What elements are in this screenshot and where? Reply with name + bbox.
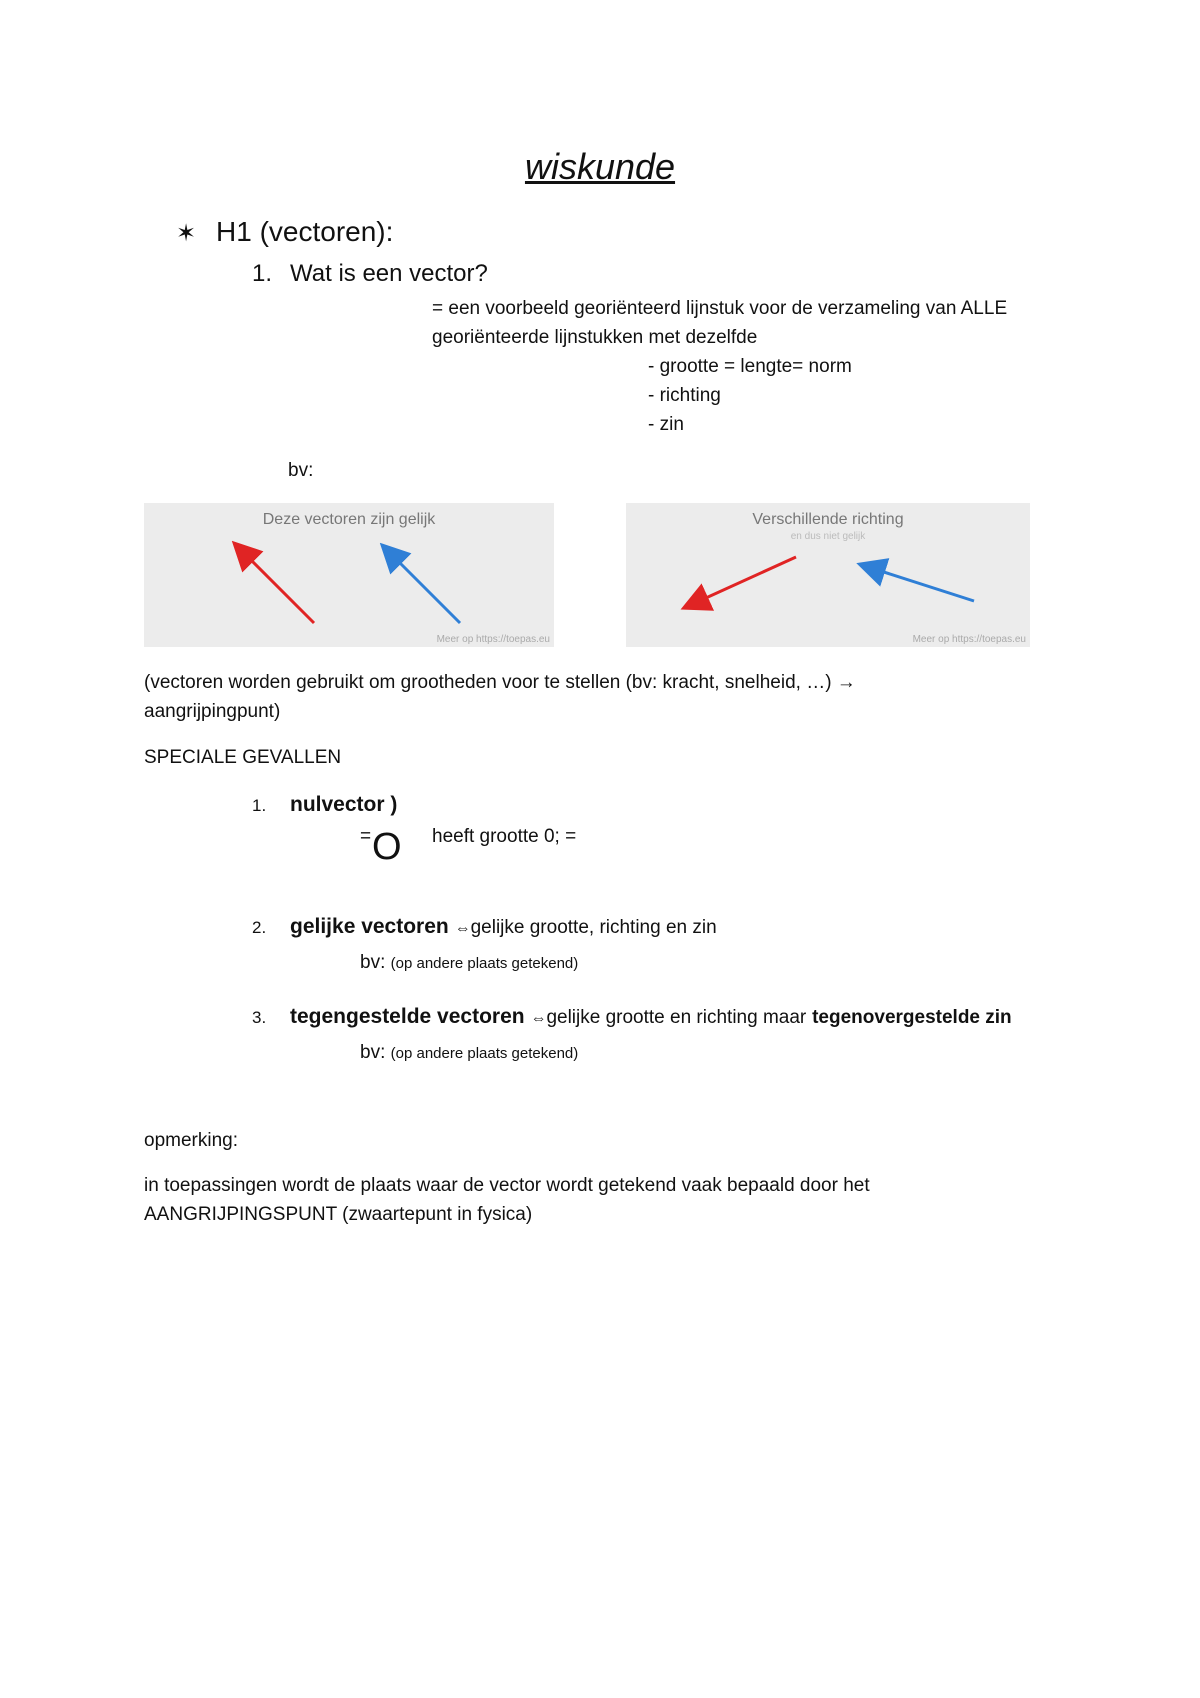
figure-different-svg	[626, 503, 1030, 647]
remark-line-1: in toepassingen wordt de plaats waar de vector wordt getekend vaak bepaald door het	[144, 1175, 870, 1196]
equivalence-arrow-icon: ⇔	[454, 920, 471, 937]
note-line-2: aangrijpingpunt)	[144, 701, 281, 722]
case-3-bv: bv:	[360, 1042, 386, 1063]
case-1-description: heeft grootte 0; =	[432, 826, 577, 847]
equivalence-arrow-icon: ⇔	[530, 1010, 547, 1027]
figure-equal-watermark: Meer op https://toepas.eu	[436, 634, 550, 645]
case-3-description: gelijke grootte en richting maar	[546, 1007, 807, 1028]
case-3-number: 3.	[252, 1008, 267, 1027]
case-3-bv-note: (op andere plaats getekend)	[390, 1045, 579, 1062]
question-heading	[252, 260, 488, 288]
case-1-number: 1.	[252, 796, 267, 815]
case-gelijke-vectoren	[252, 915, 717, 939]
chapter-heading	[176, 216, 393, 248]
case-2-description: gelijke grootte, richting en zin	[470, 917, 717, 938]
special-cases-heading: SPECIALE GEVALLEN	[144, 747, 342, 768]
figure-equal-svg	[144, 503, 554, 647]
example-label: bv:	[288, 460, 314, 481]
definition-line-1: = een voorbeeld georiënteerd lijnstuk voor de verzameling van ALLE	[432, 298, 1008, 319]
page-title: wiskunde	[524, 146, 676, 187]
case-2-example	[360, 952, 578, 974]
case-2-title: gelijke vectoren	[290, 915, 449, 938]
note-line-1: (vectoren worden gebruikt om grootheden voor te stellen (bv: kracht, snelheid, …) →	[144, 672, 856, 693]
case-2-number: 2.	[252, 918, 267, 937]
case-3-title: tegengestelde vectoren	[290, 1005, 525, 1028]
definition-item-zin: - zin	[648, 414, 684, 435]
case-tegengestelde-vectoren	[252, 1005, 1012, 1029]
case-nulvector	[252, 793, 397, 817]
zero-vector-symbol: O	[372, 826, 402, 868]
question-text: Wat is een vector?	[290, 260, 488, 287]
case-3-example	[360, 1042, 578, 1064]
case-2-bv: bv:	[360, 952, 386, 973]
case-1-equals: =	[360, 826, 372, 847]
red-vector	[236, 545, 314, 623]
red-vector	[686, 557, 796, 607]
case-2-bv-note: (op andere plaats getekend)	[390, 955, 579, 972]
figure-different-direction	[626, 503, 1030, 647]
remark-line-2: AANGRIJPINGSPUNT (zwaartepunt in fysica)	[144, 1204, 533, 1225]
figure-different-subtitle: en dus niet gelijk	[790, 531, 866, 542]
figure-equal-title: Deze vectoren zijn gelijk	[262, 511, 436, 528]
definition-item-grootte: - grootte = lengte= norm	[648, 356, 852, 377]
figure-different-title: Verschillende richting	[752, 511, 904, 528]
definition-item-richting: - richting	[648, 385, 721, 406]
case-3-description-bold: tegenovergestelde zin	[812, 1007, 1012, 1028]
chapter-heading-text: H1 (vectoren):	[216, 216, 394, 247]
definition-line-2: georiënteerde lijnstukken met dezelfde	[432, 327, 758, 348]
blue-vector	[862, 565, 974, 601]
case-1-title: nulvector )	[290, 793, 398, 816]
figure-equal-vectors	[144, 503, 554, 647]
remark-label: opmerking:	[144, 1130, 238, 1151]
figure-different-watermark: Meer op https://toepas.eu	[912, 634, 1026, 645]
star-bullet-icon: ✶	[176, 220, 197, 247]
blue-vector	[384, 547, 460, 623]
question-number: 1.	[252, 260, 273, 287]
